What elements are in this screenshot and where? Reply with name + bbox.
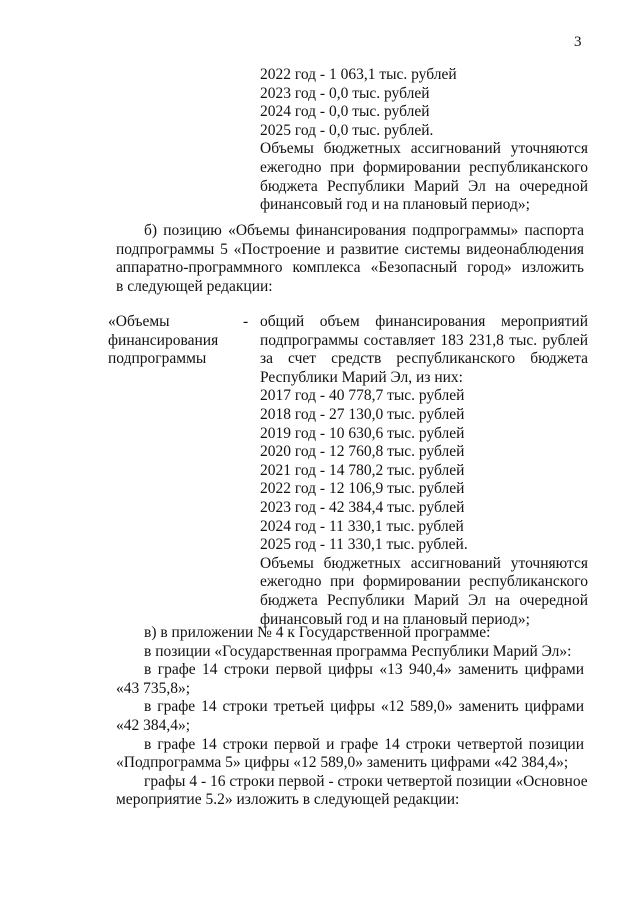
paragraph-v: [116, 624, 588, 810]
paragraph-line: в позиции «Государственная программа Республики Марий Эл»:: [144, 642, 572, 660]
year-value-line: 2024 год - 11 330,1 тыс. рублей: [260, 517, 464, 535]
note-line: финансовый год и на плановый период»;: [260, 610, 530, 628]
year-value-line: 2025 год - 0,0 тыс. рублей.: [260, 121, 434, 139]
year-value-line: 2018 год - 27 130,0 тыс. рублей: [260, 405, 465, 423]
paragraph-line: подпрограммы 5 «Построение и развитие системы видеонаблюдения: [116, 240, 584, 258]
label-line: подпрограммы: [108, 350, 207, 368]
year-value-line: 2020 год - 12 760,8 тыс. рублей: [260, 443, 465, 461]
note-line: бюджета Республики Марий Эл на очередной: [260, 177, 588, 195]
note-line: Объемы бюджетных ассигнований уточняются: [260, 554, 588, 572]
page-number: 3: [574, 34, 582, 50]
top-financing-values: [260, 66, 588, 215]
label-line: финансирования: [108, 331, 219, 349]
paragraph-line: мероприятие 5.2» изложить в следующей редакции:: [116, 791, 460, 809]
year-value-line: 2022 год - 1 063,1 тыс. рублей: [260, 66, 457, 83]
passport-label: [108, 313, 243, 369]
note-line: Объемы бюджетных ассигнований уточняются: [260, 140, 588, 158]
label-line: «Объемы: [108, 313, 170, 330]
year-value-line: 2022 год - 12 106,9 тыс. рублей: [260, 480, 465, 498]
paragraph-line: аппаратно-программного комплекса «Безопасный город» изложить: [116, 259, 584, 277]
note-line: бюджета Республики Марий Эл на очередной: [260, 591, 588, 609]
intro-line: за счет средств республиканского бюджета: [260, 350, 588, 368]
intro-line: Республики Марий Эл, из них:: [260, 368, 463, 386]
note-line: ежегодно при формировании республиканского: [260, 158, 588, 176]
year-value-line: 2017 год - 40 778,7 тыс. рублей: [260, 387, 465, 405]
passport-dash: -: [243, 313, 249, 330]
intro-line: общий объем финансирования мероприятий: [260, 313, 588, 330]
passport-value: [260, 313, 588, 629]
paragraph-line: в следующей редакции:: [116, 277, 273, 295]
note-line: ежегодно при формировании республиканского: [260, 573, 588, 591]
paragraph-line: «42 384,4»;: [116, 716, 191, 734]
paragraph-line: в графе 14 строки первой и графе 14 строки четвертой позиции: [144, 735, 584, 753]
paragraph-line: в графе 14 строки первой цифры «13 940,4» заменить цифрами: [144, 661, 584, 679]
note-line: финансовый год и на плановый период»;: [260, 196, 530, 214]
year-value-line: 2023 год - 42 384,4 тыс. рублей: [260, 498, 465, 516]
paragraph-line: «Подпрограмма 5» цифры «12 589,0» заменить цифрами «42 384,4»;: [116, 754, 569, 772]
intro-line: подпрограммы составляет 183 231,8 тыс. рублей: [260, 331, 588, 349]
year-value-line: 2023 год - 0,0 тыс. рублей: [260, 84, 430, 102]
paragraph-line: в) в приложении № 4 к Государственной программе:: [144, 624, 491, 641]
paragraph-b: [116, 222, 584, 296]
year-value-line: 2024 год - 0,0 тыс. рублей: [260, 103, 430, 121]
paragraph-line: графы 4 - 16 строки первой - строки четвертой позиции «Основное: [144, 772, 588, 790]
paragraph-line: в графе 14 строки третьей цифры «12 589,0» заменить цифрами: [144, 698, 584, 716]
paragraph-line: «43 735,8»;: [116, 679, 191, 697]
year-value-line: 2019 год - 10 630,6 тыс. рублей: [260, 424, 465, 442]
year-value-line: 2025 год - 11 330,1 тыс. рублей.: [260, 536, 468, 554]
paragraph-line: б) позицию «Объемы финансирования подпрограммы» паспорта: [144, 222, 584, 239]
year-value-line: 2021 год - 14 780,2 тыс. рублей: [260, 461, 465, 479]
